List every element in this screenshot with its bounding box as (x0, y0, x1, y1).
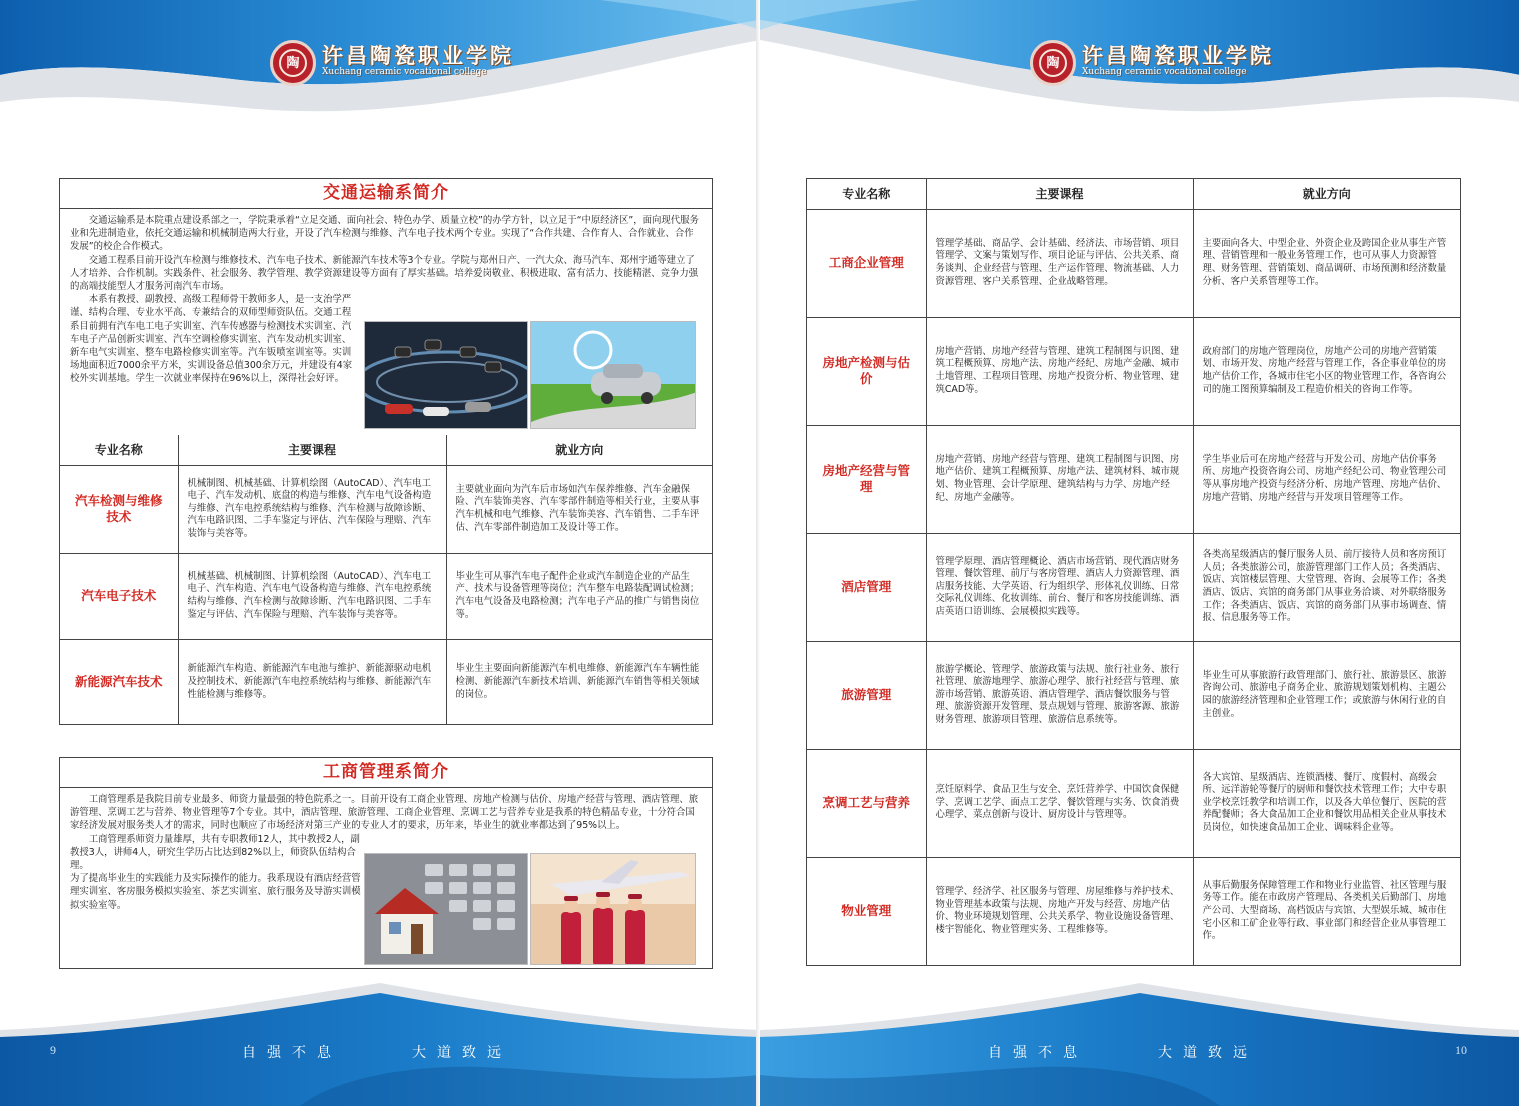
motto-part1: 自强不息 (242, 1045, 342, 1061)
transport-table (60, 435, 712, 725)
footer-wave-graphic (0, 975, 760, 1106)
business-title: 工商管理系简介 (60, 758, 712, 788)
school-name-en: Xuchang ceramic vocational college (1082, 67, 1247, 77)
business-section (59, 757, 713, 969)
business-majors-table (807, 179, 1460, 965)
house-calculator-photo (364, 853, 528, 965)
major-courses: 新能源汽车构造、新能源汽车电池与维护、新能源驱动电机及控制技术、新能源汽车电控系统结构与维修、新能源汽车性能检测与维修等。 (178, 639, 446, 725)
col-career-header: 就业方向 (446, 435, 712, 465)
college-logo: 陶 (1030, 40, 1076, 86)
major-name: 旅游管理 (807, 641, 926, 749)
major-career: 毕业生主要面向新能源汽车机电维修、新能源汽车车辆性能检测、新能源汽车新技术培训、新能源汽车销售等相关领域的岗位。 (446, 639, 712, 725)
transport-para1: 交通运输系是本院重点建设系部之一，学院秉承着“立足交通、面向社会、特色办学、质量立校”的办学方针，以立足于“中原经济区”，面向现代服务业和先进制造业，依托交通运输和机械制造两大行业，开设了汽车检测与维修、汽车电子技术两个专业。实现了“合作共建、合作育人、合作就业、合作发展”的校企合作模式。 (70, 215, 699, 253)
page-number-right: 10 (1455, 1043, 1467, 1057)
major-courses: 房地产营销、房地产经营与管理、建筑工程制图与识图、房地产估价、建筑工程概预算、房地产法、建筑材料、城市规划、物业管理、会计学原理、建筑结构与力学、房地产经纪、房地产金融等。 (926, 425, 1193, 533)
car-tech-photo (364, 321, 528, 429)
col-courses-header: 主要课程 (178, 435, 446, 465)
major-courses: 管理学、经济学、社区服务与管理、房屋维修与养护技术、物业管理基本政策与法规、房地产开发与经营、房地产估价、物业环境规划管理、公共关系学、物业设施设备管理、楼宇智能化、物业管理实务、工程维修等。 (926, 857, 1193, 965)
business-para3: 为了提高毕业生的实践能力及实际操作的能力。我系现设有酒店经营管理实训室、客房服务模拟实验室、茶艺实训室、旅行服务及导游实训模拟实验室等。 (70, 873, 361, 911)
major-courses: 房地产营销、房地产经营与管理、建筑工程制图与识图、建筑工程概预算、房地产法、房地产经纪、房地产金融、城市土地管理、工程项目管理、房地产投资分析、物业管理、建筑CAD等。 (926, 317, 1193, 425)
major-courses: 管理学基础、商品学、会计基础、经济法、市场营销、项目管理学、文案与策划写作、项目论证与评估、公共关系、商务谈判、企业经营与管理、生产运作管理、物流基础、人力资源管理、客户关系管理、企业战略管理。 (926, 209, 1193, 317)
major-career: 各类高星级酒店的餐厅服务人员、前厅接待人员和客房预订人员；各类旅游公司，旅游管理部门工作人员；各类酒店、饭店、宾馆楼层管理、大堂管理、咨询、会展等工作；各类酒店、饭店、宾馆的商务部门从事业务洽谈、对外联络服务工作；各类酒店、饭店、宾馆的商务部门从事市场调查、情报、信息服务等工作。 (1193, 533, 1460, 641)
table-row (807, 857, 1460, 965)
table-row (60, 639, 712, 725)
major-career: 毕业生可从事旅游行政管理部门、旅行社、旅游景区、旅游咨询公司、旅游电子商务企业、旅游规划策划机构、主题公园的旅游经济管理和企业管理工作；或旅游与休闲行业的自主创业。 (1193, 641, 1460, 749)
motto-part2: 大道致远 (412, 1045, 512, 1061)
major-name: 房地产经营与管理 (807, 425, 926, 533)
table-row (807, 317, 1460, 425)
major-name: 物业管理 (807, 857, 926, 965)
table-row (807, 641, 1460, 749)
table-row (807, 425, 1460, 533)
major-career: 学生毕业后可在房地产经营与开发公司、房地产估价事务所、房地产投资咨询公司、房地产经纪公司、物业管理公司等从事房地产投资与经济分析、房地产管理、房地产估价、房地产营销、房地产经营与开发项目管理等工作。 (1193, 425, 1460, 533)
major-name: 工商企业管理 (807, 209, 926, 317)
business-para1: 工商管理系是我院目前专业最多、师资力量最强的特色院系之一。目前开设有工商企业管理、房地产检测与估价、房地产经营与管理、酒店管理、旅游管理、烹调工艺与营养、物业管理等7个专业。其中，酒店管理、旅游管理、工商企业管理、烹调工艺与营养专业是我系的特色精品专业，十分符合国家经济发展对服务类人才的需求，同时也顺应了市场经济对第三产业的专业人才的要求，历年来，毕业生的就业率都达到了95%以上。 (70, 794, 699, 832)
major-courses: 管理学原理、酒店管理概论、酒店市场营销、现代酒店财务管理、餐饮管理、前厅与客房管理、酒店人力资源管理、酒店服务技能、大学英语、行为组织学、形体礼仪训练、日常交际礼仪训练、化妆训练、前台、餐厅和客房技能训练、酒店英语口语训练、会展模拟实践等。 (926, 533, 1193, 641)
major-courses: 机械制图、机械基础、计算机绘图（AutoCAD）、汽车电工电子、汽车发动机、底盘的构造与维修、汽车电气设备构造与维修、汽车电控系统结构与维修、汽车检测与故障诊断、汽车电路识图、二手车鉴定与评估、汽车保险与理赔、汽车装饰与美容等。 (178, 465, 446, 553)
table-row (807, 209, 1460, 317)
major-name: 新能源汽车技术 (60, 639, 178, 725)
college-logo: 陶 (270, 40, 316, 86)
table-row (807, 533, 1460, 641)
right-page (760, 0, 1519, 1106)
major-name: 烹调工艺与营养 (807, 749, 926, 857)
school-name-cn: 许昌陶瓷职业学院 (322, 44, 514, 68)
business-majors-table-box (806, 178, 1461, 966)
major-courses: 烹饪原料学、食品卫生与安全、烹饪营养学、中国饮食保健学、烹调工艺学、面点工艺学、餐饮管理与实务、饮食消费心理学、菜点创新与设计、厨房设计与管理等。 (926, 749, 1193, 857)
flight-attendants-photo (530, 853, 696, 965)
table-row (60, 465, 712, 553)
col-major-header: 专业名称 (60, 435, 178, 465)
school-name-cn: 许昌陶瓷职业学院 (1082, 44, 1274, 68)
major-name: 房地产检测与估价 (807, 317, 926, 425)
transport-para3: 本系有教授、副教授、高级工程师骨干教师多人，是一支治学严谨、结构合理、专业水平高、专兼结合的双师型师资队伍。交通工程系目前拥有汽车电工电子实训室、汽车传感器与检测技术实训室、汽车电子产品创新实训室、汽车空调检修实训室、汽车发动机实训室、新车电气实训室、整车电路检修实训室等。汽车钣喷室训室等。实训场地面积近7000余平方米，实训设备总值300余万元，并建设有4家校外实训基地。学生一次就业率保持在96%以上，深得社会好评。 (70, 294, 353, 385)
transport-para2: 交通工程系目前开设汽车检测与维修技术、汽车电子技术、新能源汽车技术等3个专业。学院与郑州日产、一汽大众、海马汽车、郑州宇通等建立了人才培养、合作机制。实践条件、社会服务、教学管理、教学资源建设等方面有了厚实基础。培养爱岗敬业、积极进取、富有活力、技能精湛、竞争力强的高端技能型人才服务河南汽车市场。 (70, 254, 699, 293)
table-row (60, 553, 712, 639)
school-name-en: Xuchang ceramic vocational college (322, 67, 487, 77)
footer-wave-graphic (760, 975, 1519, 1106)
col-major-header: 专业名称 (807, 179, 926, 209)
motto-part1: 自强不息 (988, 1045, 1088, 1061)
major-career: 从事后勤服务保障管理工作和物业行业监管、社区管理与服务等工作。能在市政房产管理局、各类机关后勤部门、房地产公司、大型商场、高档饭店与宾馆、大型娱乐城、城市住宅小区和工矿企业等行政、事业部门和经营企业从事管理工作。 (1193, 857, 1460, 965)
business-para2: 工商管理系师资力量雄厚，共有专职教师12人，其中教授2人，副教授3人，讲师4人，研究生学历占比达到82%以上，师资队伍结构合理。 (70, 833, 360, 872)
major-career: 毕业生可从事汽车电子配件企业或汽车制造企业的产品生产、技术与设备管理等岗位；汽车整车电路装配调试检测；汽车电气设备及电路检测；汽车电子产品的推广与销售岗位等。 (446, 553, 712, 639)
major-courses: 机械基础、机械制图、计算机绘图（AutoCAD）、汽车电工电子、汽车构造、汽车电气设备构造与维修、汽车电控系统结构与维修、汽车检测与故障诊断、汽车电路识图、二手车鉴定与评估、汽车保险与理赔、汽车装饰与美容等。 (178, 553, 446, 639)
major-name: 汽车电子技术 (60, 553, 178, 639)
major-name: 酒店管理 (807, 533, 926, 641)
transport-section (59, 178, 713, 725)
page-number-left: 9 (50, 1043, 56, 1057)
major-career: 政府部门的房地产管理岗位，房地产公司的房地产营销策划、市场开发、房地产经营与管理工作，各企事业单位的房地产估价工作，各城市住宅小区的物业管理工作，各咨询公司的施工图预算编制及工程造价相关的咨询工作等。 (1193, 317, 1460, 425)
major-career: 主要就业面向为汽车后市场如汽车保养维修、汽车金融保险、汽车装饰美容、汽车零部件制造等相关行业，主要从事汽车机械和电气维修、汽车装饰美容、汽车销售、二手车评估、汽车零部件制造加工及设计等工作。 (446, 465, 712, 553)
col-career-header: 就业方向 (1193, 179, 1460, 209)
motto-part2: 大道致远 (1158, 1045, 1258, 1061)
table-row (807, 749, 1460, 857)
green-car-photo (530, 321, 696, 429)
major-courses: 旅游学概论、管理学、旅游政策与法规、旅行社业务、旅行社管理、旅游地理学、旅游心理学、旅行社经营与管理、旅游市场营销、旅游英语、酒店管理学、酒店餐饮服务与管理、旅游资源开发管理、景点规划与管理、旅游客源、旅游财务管理、旅游项目管理、旅游信息系统等。 (926, 641, 1193, 749)
transport-title: 交通运输系简介 (60, 179, 712, 209)
major-career: 各大宾馆、星级酒店、连锁酒楼、餐厅、度假村、高级会所、远洋游轮等餐厅的厨师和餐饮技术管理工作；大中专职业学校烹饪教学和培训工作，以及各大单位餐厅、医院的营养配餐师；各大食品加工企业和餐饮用品相关企业从事技术员岗位，如快速食品加工企业、调味料企业等。 (1193, 749, 1460, 857)
major-name: 汽车检测与维修技术 (60, 465, 178, 553)
major-career: 主要面向各大、中型企业、外资企业及跨国企业从事生产管理、营销管理和一般业务管理工作，也可从事人力资源管理、财务管理、营销策划、商品调研、市场预测和经济数量分析、客户关系管理等工作。 (1193, 209, 1460, 317)
col-courses-header: 主要课程 (926, 179, 1193, 209)
